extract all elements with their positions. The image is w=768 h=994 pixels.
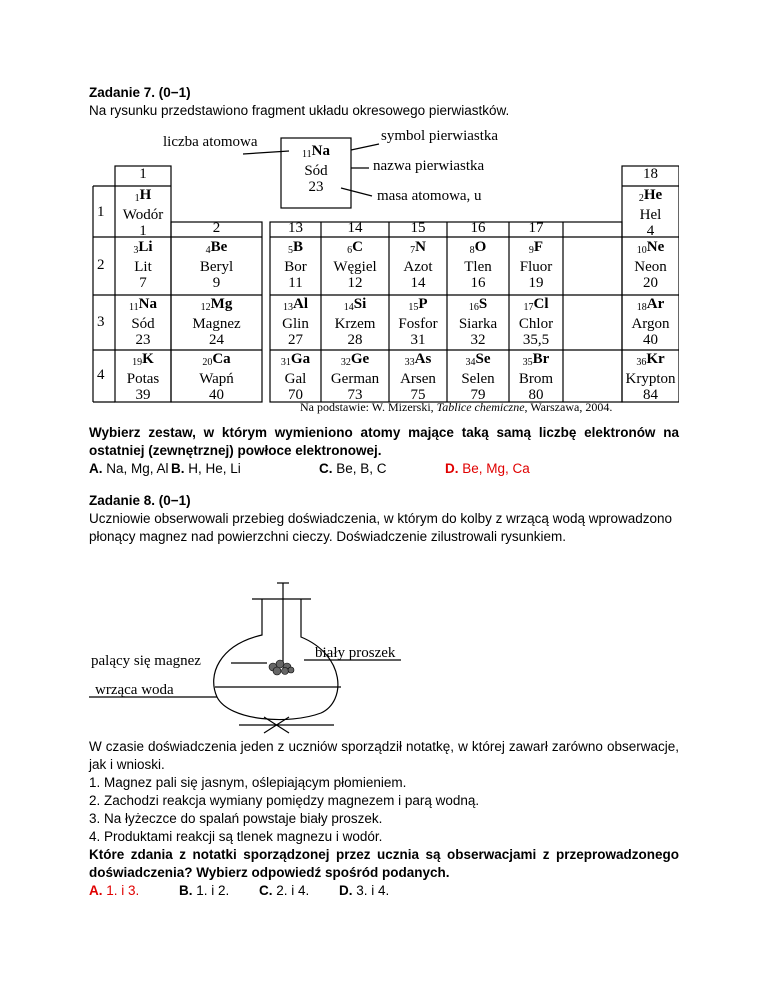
- element-cell: $_2$He Hel 4: [638, 187, 663, 239]
- element-cell: $_{34}$Se Selen 79: [461, 351, 495, 403]
- element-cell: $_{11}$Na Sód 23: [129, 296, 157, 348]
- element-cell: $_{32}$Ge German 73: [330, 351, 380, 403]
- period-number: 4: [97, 367, 105, 383]
- task8-statement: 1. Magnez pali się jasnym, oślepiającym płomieniem.: [89, 775, 407, 790]
- table-source: Na podstawie: W. Mizerski, Tablice chemiczne, Warszawa, 2004.: [300, 400, 613, 414]
- task8-option-d[interactable]: D. 3. i 4.: [339, 883, 390, 898]
- element-cell: $_{13}$Al Glin 27: [282, 296, 309, 348]
- legend-atomic-number-label: liczba atomowa: [163, 134, 258, 150]
- group-header: 17: [528, 220, 544, 236]
- task8-question: Które zdania z notatki sporządzonej przez ucznia są obserwacjami z przeprowadzonego doświadczenia? Wybierz odpowiedź spośród podanych.: [89, 847, 679, 880]
- element-cell: $_6$C Węgiel 12: [333, 239, 377, 291]
- legend-name-label: nazwa pierwiastka: [373, 158, 485, 174]
- element-cell: $_{10}$Ne Neon 20: [634, 239, 667, 291]
- element-cell: $_4$Be Beryl 9: [199, 239, 234, 291]
- group-header: 14: [347, 220, 363, 236]
- element-cell: $_{17}$Cl Chlor 35,5: [518, 296, 554, 348]
- group-header: 2: [212, 220, 221, 236]
- periodic-table: [89, 126, 679, 416]
- task8-statement: 2. Zachodzi reakcja wymiany pomiędzy magnezem i parą wodną.: [89, 793, 480, 808]
- legend-example-cell: $_{11}$Na Sód 23: [302, 143, 330, 195]
- task8-note-intro: W czasie doświadczenia jeden z uczniów sporządził notatkę, w której zawarł zarówno obserwacje, jak i wnioski.: [89, 739, 679, 772]
- legend-symbol-label: symbol pierwiastka: [381, 128, 499, 144]
- task8-title: Zadanie 8. (0−1): [89, 493, 191, 508]
- element-cell: $_{36}$Kr Krypton 84: [625, 351, 676, 403]
- label-boiling-water: wrząca woda: [95, 682, 174, 698]
- task7-option-c[interactable]: C. Be, B, C: [319, 461, 387, 476]
- element-cell: $_{14}$Si Krzem 28: [334, 296, 376, 348]
- period-number: 3: [97, 314, 105, 330]
- task7-option-a[interactable]: A. Na, Mg, Al: [89, 461, 169, 476]
- element-cell: $_{16}$S Siarka 32: [458, 296, 498, 348]
- flask-illustration: [89, 575, 429, 735]
- element-cell: $_8$O Tlen 16: [464, 239, 492, 291]
- element-cell: $_3$Li Lit 7: [133, 239, 153, 291]
- task8-intro: Uczniowie obserwowali przebieg doświadczenia, w którym do kolby z wrzącą wodą wprowadzono płonący magnez nad powierzchni cieczy. Doświadczenie zilustrowali rysunkiem.: [89, 511, 673, 544]
- element-cell: $_{35}$Br Brom 80: [518, 351, 554, 403]
- task8-statement: 4. Produktami reakcji są tlenek magnezu i wodór.: [89, 829, 383, 844]
- group-header: 1: [139, 166, 147, 182]
- period-number: 1: [97, 204, 105, 220]
- group-header: 13: [288, 220, 303, 236]
- task7-option-b[interactable]: B. H, He, Li: [171, 461, 241, 476]
- element-cell: $_{31}$Ga Gal 70: [280, 351, 311, 403]
- task8-statement: 3. Na łyżeczce do spalań powstaje biały proszek.: [89, 811, 383, 826]
- task8-option-b[interactable]: B. 1. i 2.: [179, 883, 230, 898]
- label-burning-magnesium: palący się magnez: [91, 653, 201, 669]
- legend-mass-label: masa atomowa, u: [377, 188, 482, 204]
- task8-option-a[interactable]: A. 1. i 3.: [89, 883, 140, 898]
- element-cell: $_{15}$P Fosfor 31: [398, 296, 438, 348]
- group-header: 16: [470, 220, 486, 236]
- group-header: 15: [410, 220, 426, 236]
- element-cell: $_{12}$Mg Magnez 24: [192, 296, 241, 348]
- element-cell: $_{18}$Ar Argon 40: [631, 296, 670, 348]
- element-cell: $_{19}$K Potas 39: [126, 351, 160, 403]
- element-cell: $_5$B Bor 11: [284, 239, 307, 291]
- element-cell: $_{33}$As Arsen 75: [400, 351, 436, 403]
- element-cell: $_9$F Fluor 19: [519, 239, 553, 291]
- group-header: 18: [643, 166, 658, 182]
- element-cell: $_{20}$Ca Wapń 40: [199, 351, 234, 403]
- element-cell: $_7$N Azot 14: [403, 239, 433, 291]
- element-cell: $_1$H Wodór 1: [122, 187, 164, 239]
- period-number: 2: [97, 257, 105, 273]
- task7-question: Wybierz zestaw, w którym wymieniono atomy mające taką samą liczbę elektronów na ostatniej (zewnętrznej) powłoce elektronowej.: [89, 425, 679, 458]
- task7-intro: Na rysunku przedstawiono fragment układu okresowego pierwiastków.: [89, 103, 510, 118]
- label-white-powder: biały proszek: [315, 645, 396, 661]
- task7-title: Zadanie 7. (0−1): [89, 85, 191, 100]
- task7-option-d[interactable]: D. Be, Mg, Ca: [445, 461, 530, 476]
- task8-option-c[interactable]: C. 2. i 4.: [259, 883, 310, 898]
